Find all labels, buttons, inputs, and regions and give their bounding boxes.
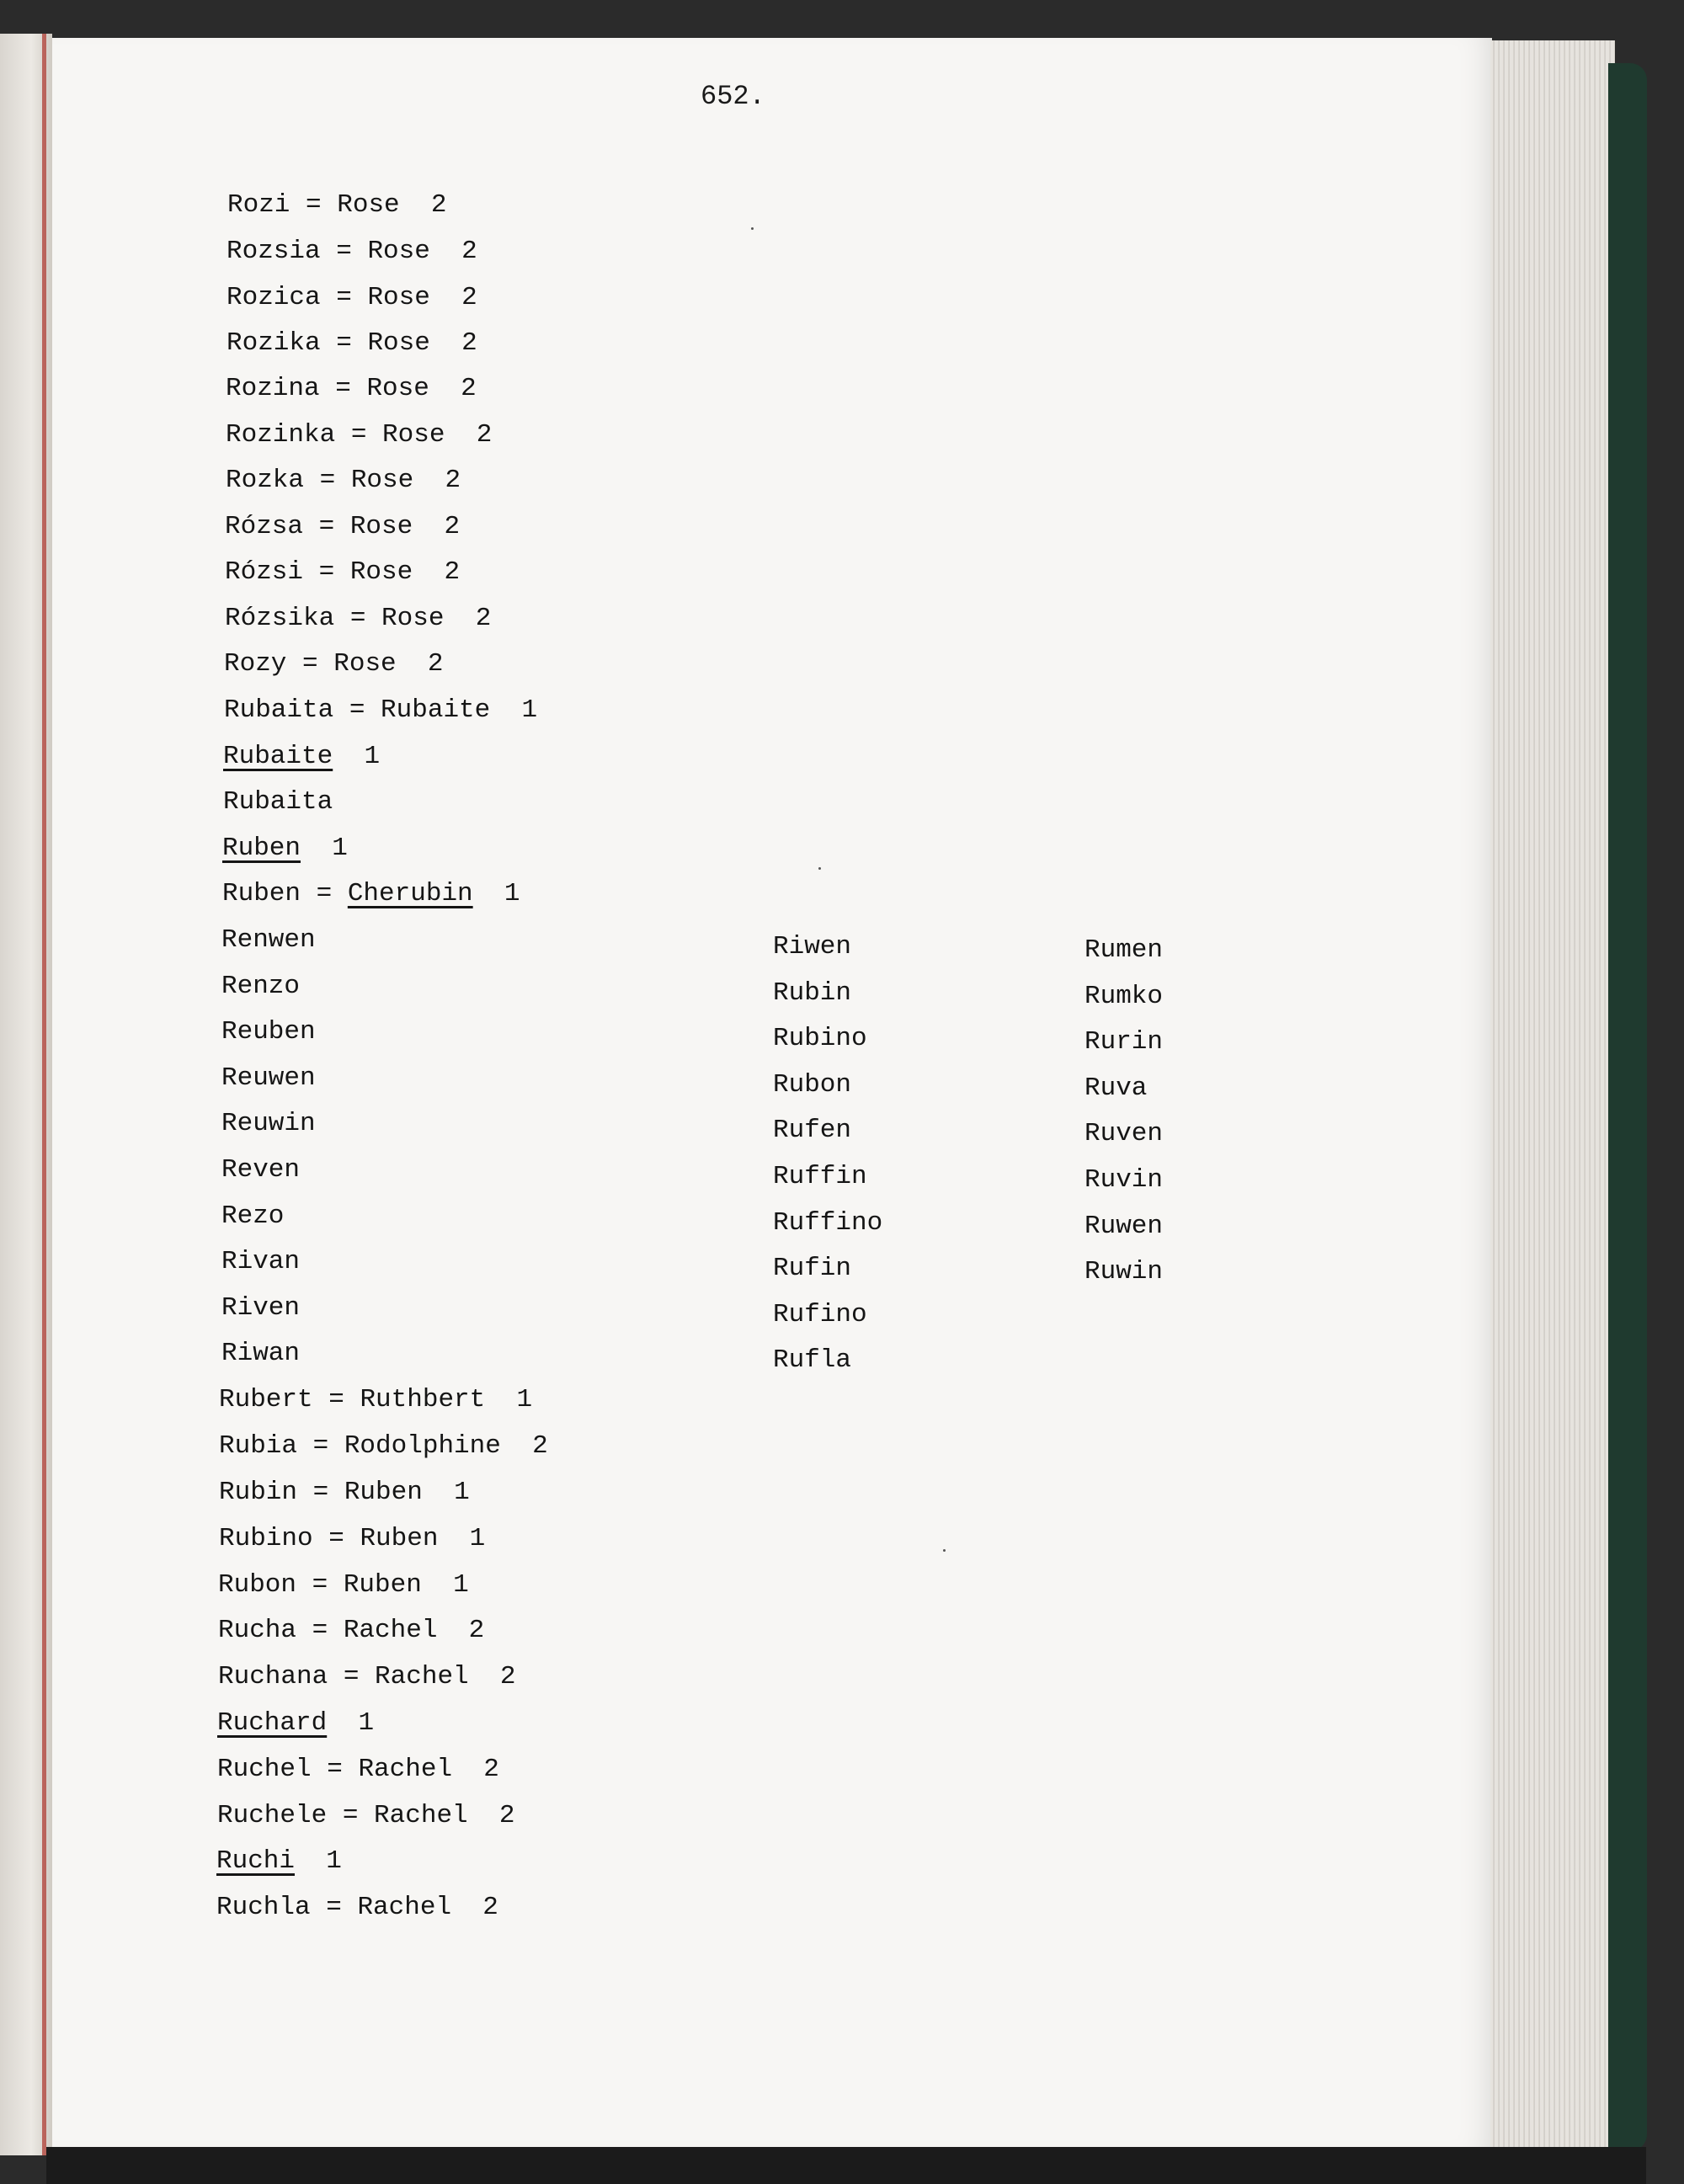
- entry-row: Rubert = Ruthbert 1: [219, 1385, 533, 1414]
- entry-reference: Rachel: [357, 1893, 452, 1922]
- entry-reference: Rose: [349, 557, 413, 587]
- entry-name: Rozika: [226, 328, 321, 358]
- entry-reference: Rose: [367, 237, 430, 266]
- entry-count: 1: [332, 834, 348, 863]
- entry-name: Ruben: [222, 879, 301, 908]
- entry-name: Rubaita: [224, 695, 334, 725]
- entry-name: Ruben: [222, 834, 301, 863]
- entry-count: 1: [454, 1478, 470, 1507]
- variant-name: Rurin: [1084, 1027, 1164, 1057]
- variant-name: Ruva: [1084, 1073, 1148, 1103]
- entry-name: Rozka: [226, 466, 305, 495]
- book-left-edge: [0, 34, 52, 2155]
- entry-name: Rózsi: [225, 557, 304, 587]
- variant-name: Riwen: [773, 932, 852, 961]
- entry-row: Rozika = Rose 2: [226, 328, 477, 358]
- entry-row: Rozinka = Rose 2: [226, 420, 493, 450]
- entry-count: 2: [468, 1616, 485, 1645]
- entry-name: Rózsika: [225, 604, 335, 633]
- paper-speck: [818, 867, 821, 870]
- entry-name: Ruchla: [216, 1893, 311, 1922]
- entry-name: Rubaita: [223, 787, 333, 817]
- entry-row: [217, 1708, 374, 1738]
- entry-row: [223, 742, 380, 771]
- entry-name: Rubin: [219, 1478, 298, 1507]
- variant-name: Renzo: [221, 971, 301, 1001]
- variant-name: Ruffino: [773, 1207, 883, 1238]
- variant-column: [221, 925, 316, 1385]
- paper-speck: [943, 1549, 946, 1552]
- entry-count: 2: [444, 557, 461, 587]
- entry-reference: Rose: [350, 466, 414, 495]
- entry-name: Rózsa: [225, 512, 304, 541]
- entry-row: Ruchel = Rachel 2: [217, 1755, 499, 1784]
- variant-name: Ruwin: [1084, 1257, 1164, 1287]
- entry-reference: Rose: [349, 512, 413, 541]
- variant-name: Renwen: [221, 925, 316, 955]
- variant-name: Rivan: [221, 1247, 301, 1277]
- variant-name: Rumko: [1084, 981, 1164, 1011]
- entry-count: 2: [444, 512, 461, 541]
- entry-reference: Cherubin: [347, 879, 473, 908]
- entry-count: 2: [475, 604, 492, 633]
- entry-row: Rubin = Ruben 1: [219, 1478, 470, 1507]
- entry-row: Ruchana = Rachel 2: [218, 1662, 516, 1691]
- entry-row: Rubino = Ruben 1: [219, 1524, 486, 1553]
- entry-name: Rozica: [226, 283, 321, 312]
- entry-count: 1: [521, 695, 538, 725]
- paper-speck: [751, 227, 754, 230]
- entry-reference: Rose: [367, 328, 430, 358]
- entry-count: 2: [461, 283, 477, 312]
- variant-name: Rufin: [773, 1254, 852, 1284]
- entry-name: Rubia: [219, 1431, 298, 1461]
- entry-name: Ruchel: [217, 1755, 312, 1784]
- variant-name: Rumen: [1084, 935, 1164, 965]
- variant-name: Ruven: [1084, 1119, 1164, 1149]
- entry-count: 2: [461, 374, 477, 403]
- entry-row: Rozka = Rose 2: [226, 466, 461, 495]
- variant-name: Rubin: [773, 977, 852, 1008]
- bottom-shadow: [46, 2147, 1646, 2184]
- entry-count: 2: [499, 1662, 516, 1691]
- entry-row: Rózsa = Rose 2: [225, 512, 461, 541]
- entry-name: Ruchi: [216, 1846, 296, 1876]
- book-cover-edge: [1608, 63, 1647, 2151]
- variant-column: [773, 932, 882, 1392]
- entry-row: Rucha = Rachel 2: [218, 1616, 485, 1645]
- entry-row: Ruchele = Rachel 2: [217, 1801, 515, 1830]
- variant-name: Ruvin: [1084, 1164, 1164, 1195]
- entry-count: 2: [461, 237, 477, 266]
- entry-row: Rubia = Rodolphine 2: [219, 1431, 548, 1461]
- entry-reference: Rachel: [358, 1755, 453, 1784]
- entry-name: Rubon: [218, 1570, 297, 1600]
- entry-count: 1: [364, 742, 381, 771]
- variant-name: Rubon: [773, 1069, 852, 1100]
- entry-reference: Rachel: [375, 1662, 469, 1691]
- entry-count: 2: [445, 466, 461, 495]
- entry-name: Rucha: [218, 1616, 297, 1645]
- variant-name: Reuwin: [221, 1109, 316, 1139]
- entry-name: Rubert: [219, 1385, 313, 1414]
- variant-name: Riwan: [221, 1339, 301, 1369]
- entry-name: Rozinka: [226, 420, 336, 450]
- entry-reference: Rose: [367, 283, 430, 312]
- variant-name: Rufen: [773, 1116, 852, 1146]
- entry-name: Ruchard: [217, 1708, 328, 1738]
- entry-reference: Ruben: [344, 1478, 423, 1507]
- entry-name: Ruchele: [217, 1801, 328, 1830]
- entry-row: Ruchla = Rachel 2: [216, 1893, 498, 1922]
- entry-row: Rozica = Rose 2: [226, 283, 477, 312]
- variant-name: Rufino: [773, 1299, 867, 1329]
- entry-count: 1: [504, 879, 520, 908]
- entry-count: 2: [476, 420, 493, 450]
- variant-name: Rufla: [773, 1345, 852, 1376]
- page-number: 652.: [701, 81, 765, 112]
- entry-name: Rubino: [219, 1524, 313, 1553]
- entry-reference: Rodolphine: [344, 1431, 501, 1461]
- entry-count: 1: [326, 1846, 342, 1876]
- entry-count: 2: [461, 328, 477, 358]
- entry-reference: Rachel: [374, 1801, 468, 1830]
- entry-count: 2: [483, 1755, 499, 1784]
- variant-name: Ruffin: [773, 1161, 867, 1191]
- entry-row: [223, 787, 333, 817]
- entry-count: 2: [498, 1801, 515, 1830]
- entry-reference: Rubaite: [381, 695, 491, 725]
- entry-name: Ruchana: [218, 1662, 328, 1691]
- entry-reference: Rachel: [343, 1616, 438, 1645]
- variant-name: Riven: [221, 1292, 301, 1323]
- entry-count: 1: [358, 1708, 375, 1738]
- entry-reference: Rose: [381, 604, 445, 633]
- entry-count: 2: [427, 649, 444, 679]
- entry-name: Rozina: [226, 374, 320, 403]
- entry-row: Rózsika = Rose 2: [225, 604, 492, 633]
- entry-reference: Rose: [382, 420, 445, 450]
- page-stack-edge: [1490, 40, 1615, 2152]
- entry-name: Rozi: [227, 190, 290, 220]
- entry-reference: Rose: [366, 374, 429, 403]
- entry-row: Rozina = Rose 2: [226, 374, 477, 403]
- entry-count: 1: [516, 1385, 533, 1414]
- entry-row: Rózsi = Rose 2: [225, 557, 461, 587]
- entry-name: Rozy: [224, 649, 287, 679]
- entry-row: [216, 1846, 342, 1876]
- variant-name: Rezo: [221, 1201, 285, 1231]
- variant-name: Reven: [221, 1154, 301, 1185]
- entry-row: Ruben = Cherubin 1: [222, 879, 520, 908]
- variant-name: Rubino: [773, 1024, 867, 1054]
- entry-name: Rubaite: [223, 742, 333, 771]
- entry-reference: Ruben: [360, 1524, 439, 1553]
- variant-column: [1084, 935, 1163, 1303]
- entry-count: 1: [469, 1524, 486, 1553]
- entry-row: Rozy = Rose 2: [224, 649, 444, 679]
- entry-row: [222, 834, 348, 863]
- entry-reference: Rose: [337, 190, 400, 220]
- variant-name: Reuben: [221, 1017, 316, 1047]
- entry-row: Rubon = Ruben 1: [218, 1570, 469, 1600]
- entry-count: 2: [430, 190, 447, 220]
- entry-count: 2: [482, 1893, 498, 1922]
- entry-reference: Ruben: [343, 1570, 422, 1600]
- entry-reference: Rose: [333, 649, 397, 679]
- variant-name: Ruwen: [1084, 1211, 1164, 1241]
- entry-reference: Ruthbert: [360, 1385, 486, 1414]
- entry-row: Rozi = Rose 2: [227, 190, 447, 220]
- entry-row: Rubaita = Rubaite 1: [224, 695, 538, 725]
- entry-count: 1: [453, 1570, 469, 1600]
- entry-count: 2: [532, 1431, 548, 1461]
- entry-row: Rozsia = Rose 2: [226, 237, 477, 266]
- variant-name: Reuwen: [221, 1063, 316, 1093]
- entry-name: Rozsia: [226, 237, 321, 266]
